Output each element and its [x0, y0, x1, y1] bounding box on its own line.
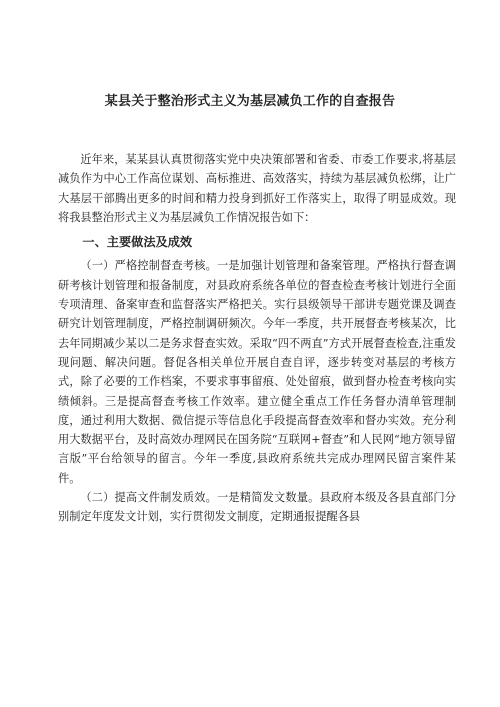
paragraph-documents: （二）提高文件制发质效。一是精简发文数量。县政府本级及各县直部门分别制定年度发文计划，实行贯彻发文制度，定期通报提醒各县: [58, 491, 456, 524]
paragraph-supervision: （一）严格控制督查考核。一是加强计划管理和备案管理。严格执行督查调研考核计划管理和报备制度，对县政府系统各单位的督查检查考核计划进行全面专项清理、备案审查和监督落实严格把关。实行县级领导干部讲专题党课及调查研究计划管理制度，严格控制调研频次。今年一季度，共开展督查考核某次，比去年同期减少某以二是务求督查实效。采取“四不两直”方式开展督查检查,注重发现问题、解决问题。督促各相关单位开展自查自评，逐步转变对基层的考核方式，除了必要的工作档案，不要求事事留痕、处处留痕，做到督办检查考核向实绩倾斜。三是提高督查考核工作效率。建立健全重点工作任务督办清单管理制度，通过利用大数据、微信提示等信息化手段提高督查效率和督办实效。充分利用大数据平台，及时高效办理网民在国务院“互联网+督查”和人民网“地方领导留言版”平台给领导的留言。今年一季度,县政府系统共完成办理网民留言案件某件。: [58, 259, 456, 485]
section-heading: 一、主要做法及成效: [82, 235, 193, 250]
intro-paragraph: 近年来，某某县认真贯彻落实党中央决策部署和省委、市委工作要求,将基层减负作为中心工作高位谋划、高标推进、高效落实，持续为基层减负松绑，让广大基层干部腾出更多的时间和精力投身到抓好工作落实上，取得了明显成效。现将我县整治形式主义为基层减负工作情况报告如下：: [58, 153, 456, 224]
report-title: 某县关于整治形式主义为基层减负工作的自查报告: [104, 94, 396, 109]
report-body: [58, 150, 456, 527]
